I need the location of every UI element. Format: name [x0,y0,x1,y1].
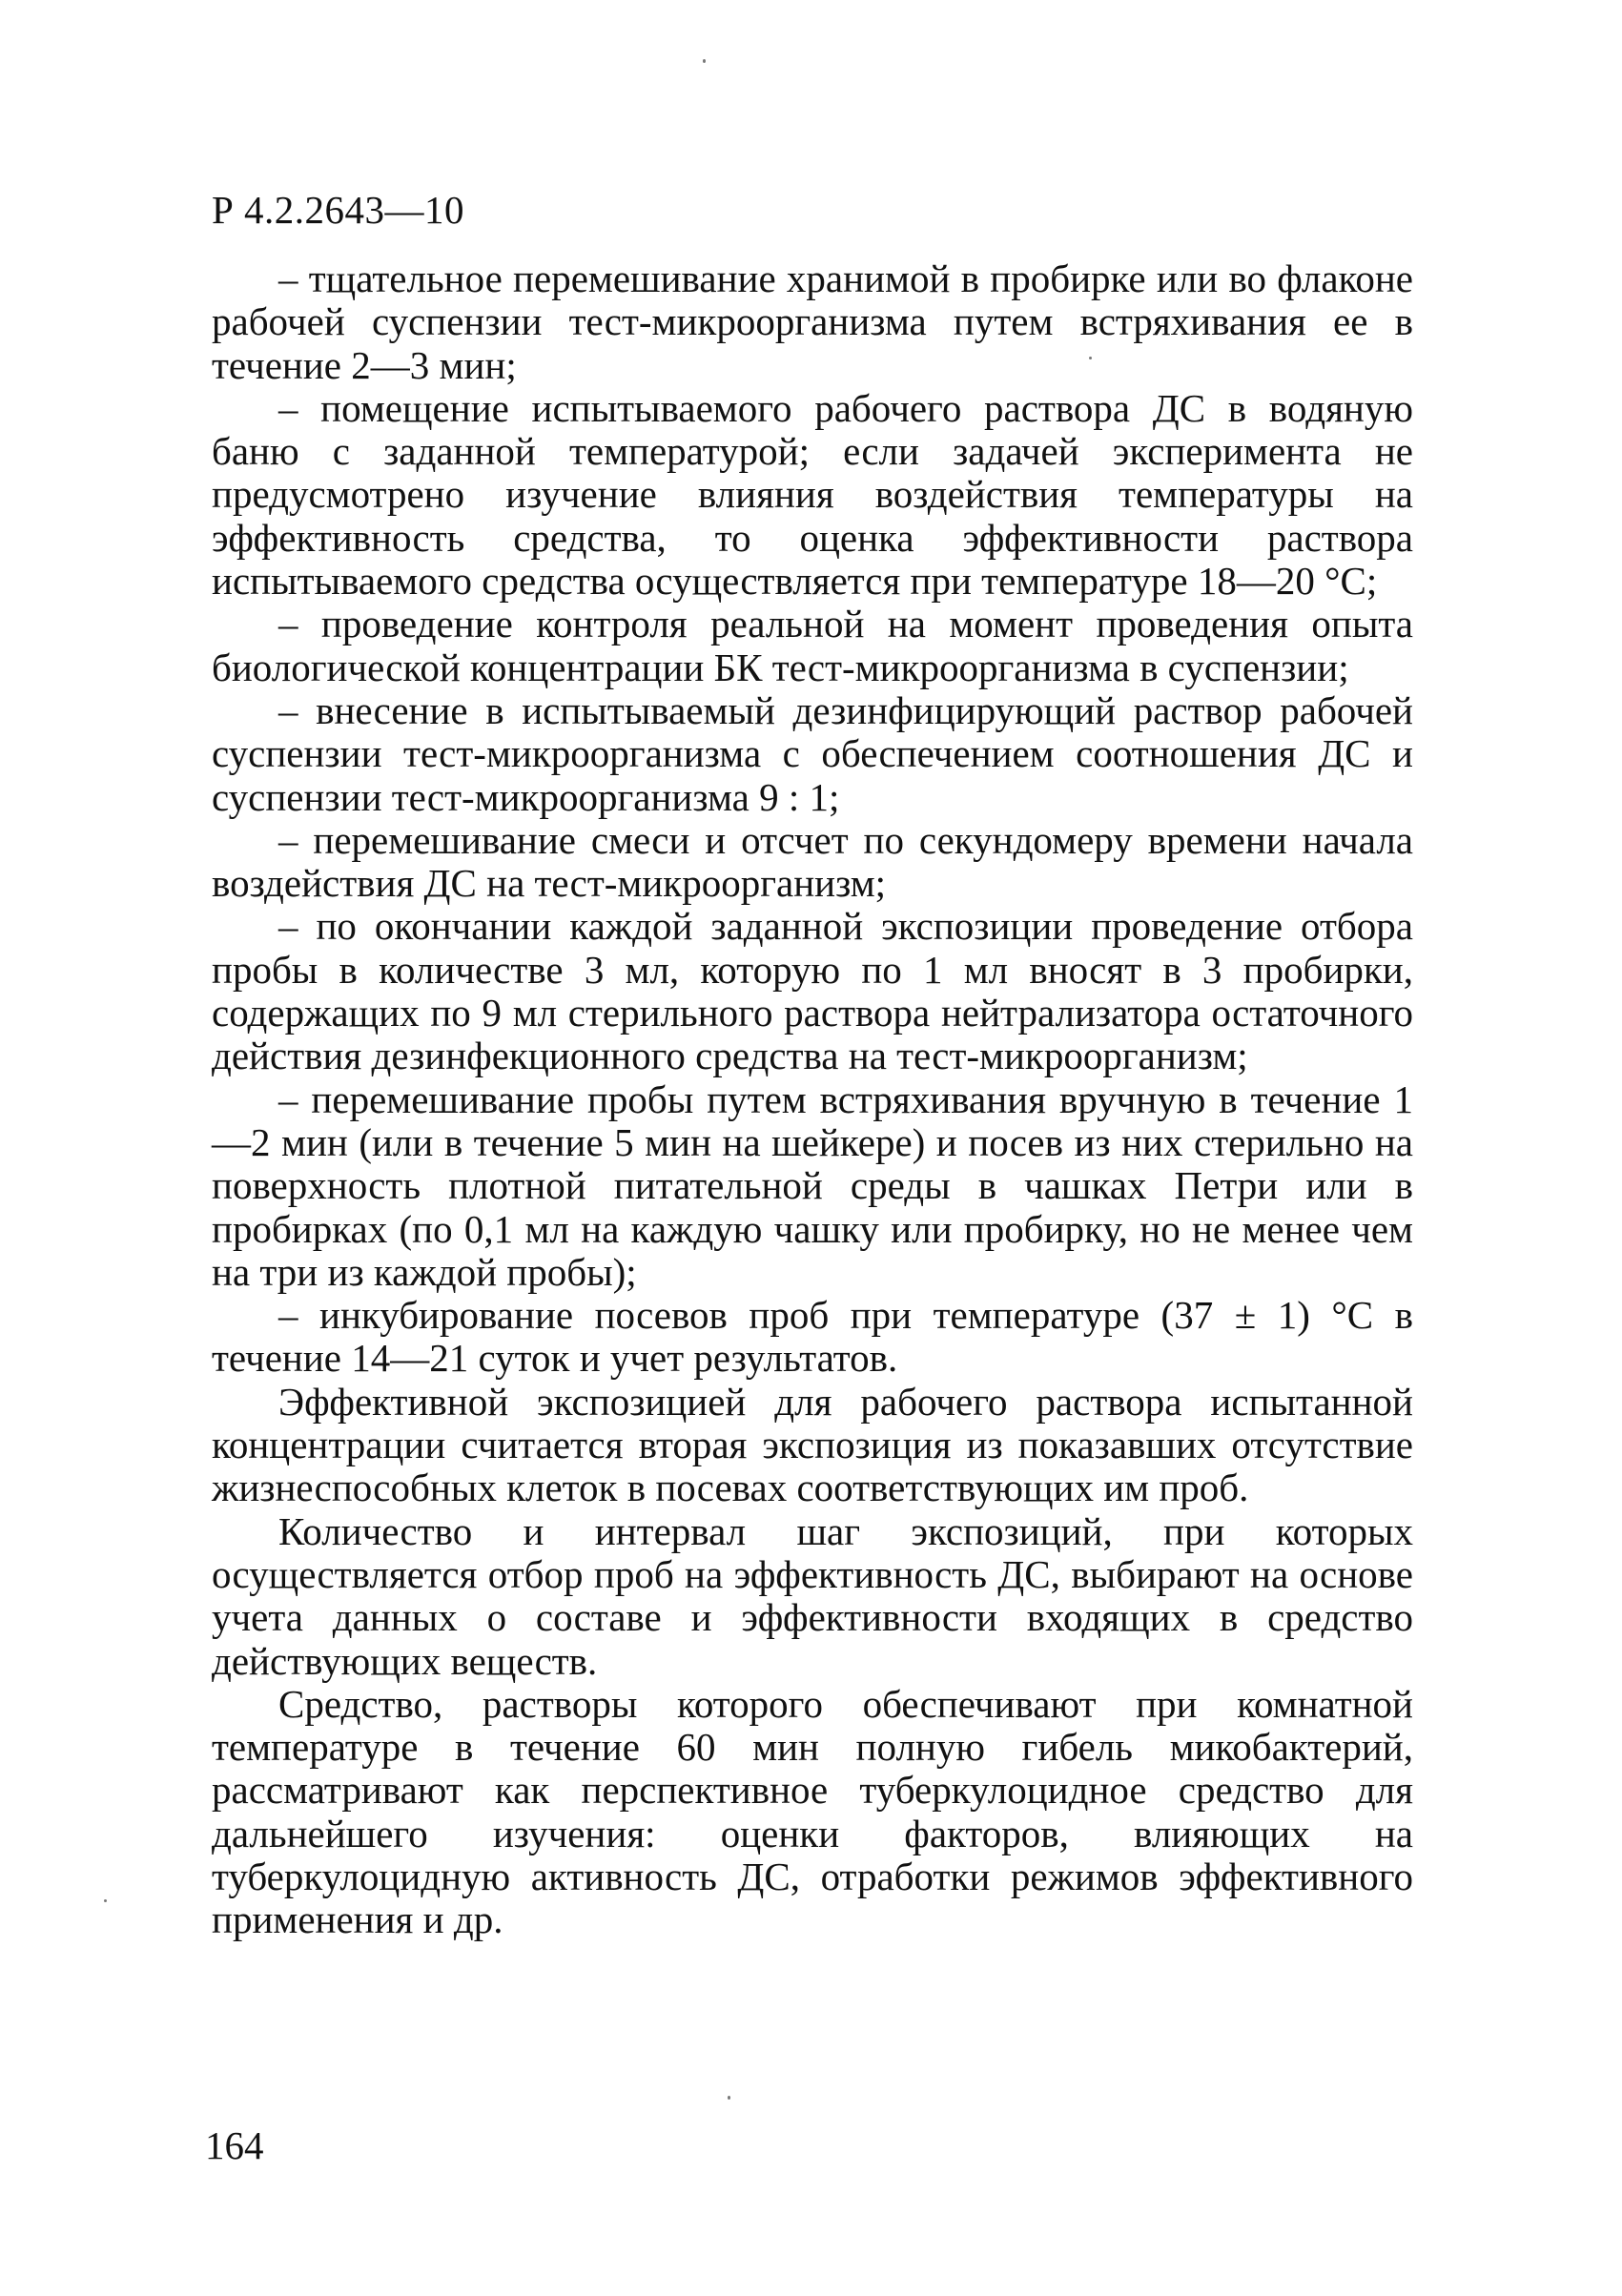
scan-speck [703,59,706,63]
paragraph-tuberculocidal-agent: Средство, растворы которого обеспечивают при комнатной температуре в течение 60 мин полную гибель микобактерий, рассматривают как перспективное туберкулоцидное средство для дальнейшего изучения: оценки факторов, влияющих на туберкулоцидную активность ДС, отработки режимов эффективного применения и др. [212,1681,1413,1942]
list-item-mixing-timing: – перемешивание смеси и отсчет по секундомеру времени начала воздействия ДС на тест-микроорганизм; [212,817,1413,906]
list-item-sampling: – по окончании каждой заданной экспозиции проведение отбора пробы в количестве 3 мл, которую по 1 мл вносят в 3 пробирки, содержащих по 9 мл стерильного раствора нейтрализатора остаточного действия дезинфекционного средства на тест-микроорганизм; [212,904,1413,1078]
scan-speck [104,1899,107,1902]
paragraph-effective-exposure: Эффективной экспозицией для рабочего раствора испытанной концентрации считается вторая экспозиция из показавших отсутствие жизнеспособных клеток в посевах соответствующих им проб. [212,1379,1413,1510]
page-number: 164 [205,2123,264,2167]
paragraph-exposure-interval: Количество и интервал шаг экспозиций, при которых осуществляется отбор проб на эффективность ДС, выбирают на основе учета данных о составе и эффективности входящих в средство действующих веществ. [212,1508,1413,1683]
list-item-shaking-suspension: – тщательное перемешивание хранимой в пробирке или во флаконе рабочей суспензии тест-микроорганизма путем встряхивания ее в течение 2—3 мин; [212,256,1413,387]
list-item-incubation: – инкубирование посевов проб при температуре (37 ± 1) °С в течение 14—21 суток и учет результатов. [212,1293,1413,1381]
scan-speck [1089,357,1092,359]
list-item-adding-suspension: – внесение в испытываемый дезинфицирующий раствор рабочей суспензии тест-микроорганизма с обеспечением соотношения ДС и суспензии тест-микроорганизма 9 : 1; [212,687,1413,819]
list-item-water-bath: – помещение испытываемого рабочего раствора ДС в водяную баню с заданной температурой; если задачей эксперимента не предусмотрено изучение влияния воздействия температуры на эффективность средства, то оценка эффективности раствора испытываемого средства осуществляется при температуре 18—20 °С; [212,385,1413,604]
scan-speck [728,2096,730,2100]
body-text [212,257,1413,1942]
document-code: Р 4.2.2643—10 [212,188,465,232]
list-item-concentration-control: – проведение контроля реальной на момент проведения опыта биологической концентрации БК тест-микроорганизма в суспензии; [212,602,1413,689]
list-item-seeding: – перемешивание пробы путем встряхивания вручную в течение 1—2 мин (или в течение 5 мин на шейкере) и посев из них стерильно на поверхность плотной питательной среды в чашках Петри или в пробирках (по 0,1 мл на каждую чашку или пробирку, но не менее чем на три из каждой пробы); [212,1076,1413,1294]
